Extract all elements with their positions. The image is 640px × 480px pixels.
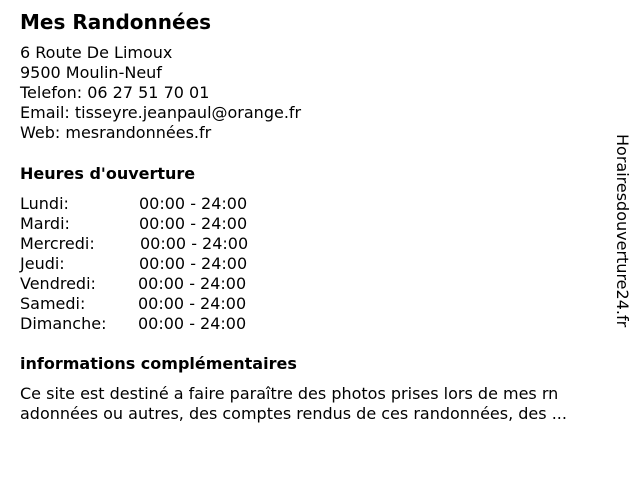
additional-info-heading: informations complémentaires: [20, 354, 297, 373]
time-range: 00:00 - 24:00: [139, 214, 248, 233]
time-range: 00:00 - 24:00: [139, 194, 248, 213]
email-address: Email: tisseyre.jeanpaul@orange.fr: [20, 103, 302, 122]
day-label: Dimanche:: [20, 314, 107, 333]
day-label: Lundi:: [20, 194, 69, 213]
day-label: Jeudi:: [20, 254, 65, 273]
hours-row-tuesday: [20, 214, 280, 234]
website: Web: mesrandonnées.fr: [20, 123, 212, 142]
day-label: Mardi:: [20, 214, 70, 233]
time-range: 00:00 - 24:00: [139, 254, 248, 273]
time-range: 00:00 - 24:00: [138, 314, 247, 333]
address-line-2: 9500 Moulin-Neuf: [20, 63, 162, 82]
hours-row-friday: [20, 274, 280, 294]
hours-row-wednesday: [20, 234, 280, 254]
time-range: 00:00 - 24:00: [140, 234, 249, 253]
day-label: Samedi:: [20, 294, 86, 313]
opening-hours-list: [20, 194, 280, 334]
day-label: Mercredi:: [20, 234, 95, 253]
hours-row-saturday: [20, 294, 280, 314]
address-line-1: 6 Route De Limoux: [20, 43, 173, 62]
day-label: Vendredi:: [20, 274, 96, 293]
contact-block: [20, 43, 301, 143]
hours-row-sunday: [20, 314, 280, 334]
opening-hours-heading: Heures d'ouverture: [20, 164, 196, 183]
time-range: 00:00 - 24:00: [138, 294, 247, 313]
info-line-1: Ce site est destiné a faire paraître des photos prises lors de mes rn: [20, 384, 559, 403]
info-line-2: adonnées ou autres, des comptes rendus de ces randonnées, des ...: [20, 404, 567, 423]
time-range: 00:00 - 24:00: [138, 274, 247, 293]
additional-info-text: [20, 384, 620, 424]
phone-number: Telefon: 06 27 51 70 01: [20, 83, 210, 102]
hours-row-thursday: [20, 254, 280, 274]
site-watermark: Horairesdouverture24.fr: [613, 134, 632, 328]
hours-row-monday: [20, 194, 280, 214]
business-name: Mes Randonnées: [20, 10, 212, 34]
